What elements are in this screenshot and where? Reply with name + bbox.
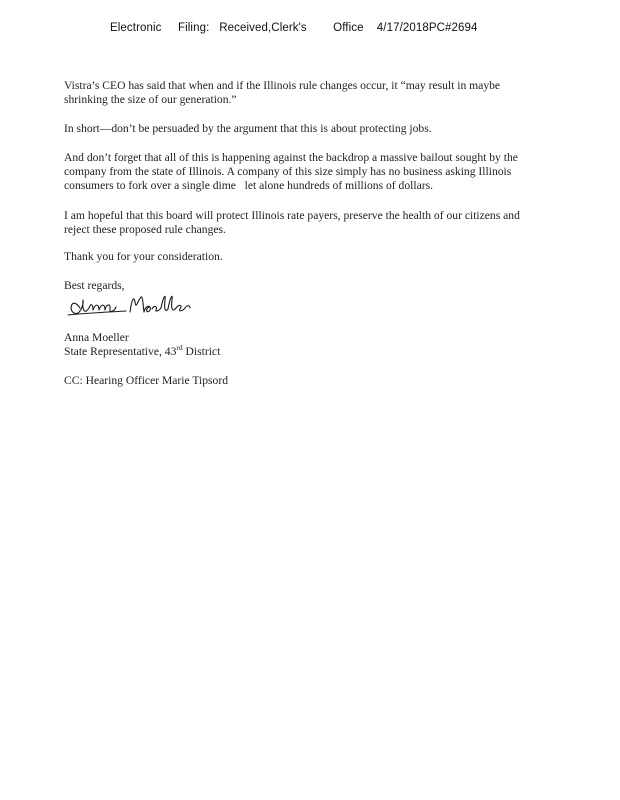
signer-title-ordinal: rd	[176, 343, 183, 353]
paragraph-bailout	[64, 151, 544, 194]
stamp-office: Office	[333, 22, 364, 34]
paragraph-ceo-quote	[64, 79, 544, 107]
signer-title-suffix: District	[182, 345, 221, 358]
paragraph-4-text: I am hopeful that this board will protect Illinois rate payers, preserve the health of our citizens and reject these proposed rule changes.	[64, 209, 520, 237]
paragraph-2-text: In short—don’t be persuaded by the argument that this is about protecting jobs.	[64, 122, 432, 135]
signer-title	[64, 345, 544, 359]
paragraph-thanks	[64, 250, 544, 264]
stamp-date-pc: 4/17/2018PC#2694	[376, 22, 478, 34]
closing-salutation: Best regards,	[64, 279, 125, 292]
signer-name: Anna Moeller	[64, 331, 129, 344]
handwritten-signature	[66, 288, 216, 324]
stamp-filing: Filing:	[177, 22, 210, 34]
paragraph-board-hope	[64, 209, 544, 237]
paragraph-1-text: Vistra’s CEO has said that when and if the Illinois rule changes occur, it “may result in maybe shrinking the size of our generation.”	[64, 79, 501, 107]
cc-line: CC: Hearing Officer Marie Tipsord	[64, 374, 229, 387]
stamp-received: Received,Clerk's	[219, 22, 307, 34]
paragraph-3-text: And don’t forget that all of this is happening against the backdrop a massive bailout sought by the company from the state of Illinois. A company of this size simply has no business asking Illinois consumers to fork over a single dime let alone hundreds of millions of dollars.	[64, 151, 521, 193]
signer-title-prefix: State Representative, 43	[64, 345, 177, 358]
paragraph-jobs-argument	[64, 122, 544, 136]
stamp-electronic: Electronic	[110, 22, 162, 34]
filing-stamp-header	[110, 22, 478, 34]
paragraph-5-text: Thank you for your consideration.	[64, 250, 223, 263]
